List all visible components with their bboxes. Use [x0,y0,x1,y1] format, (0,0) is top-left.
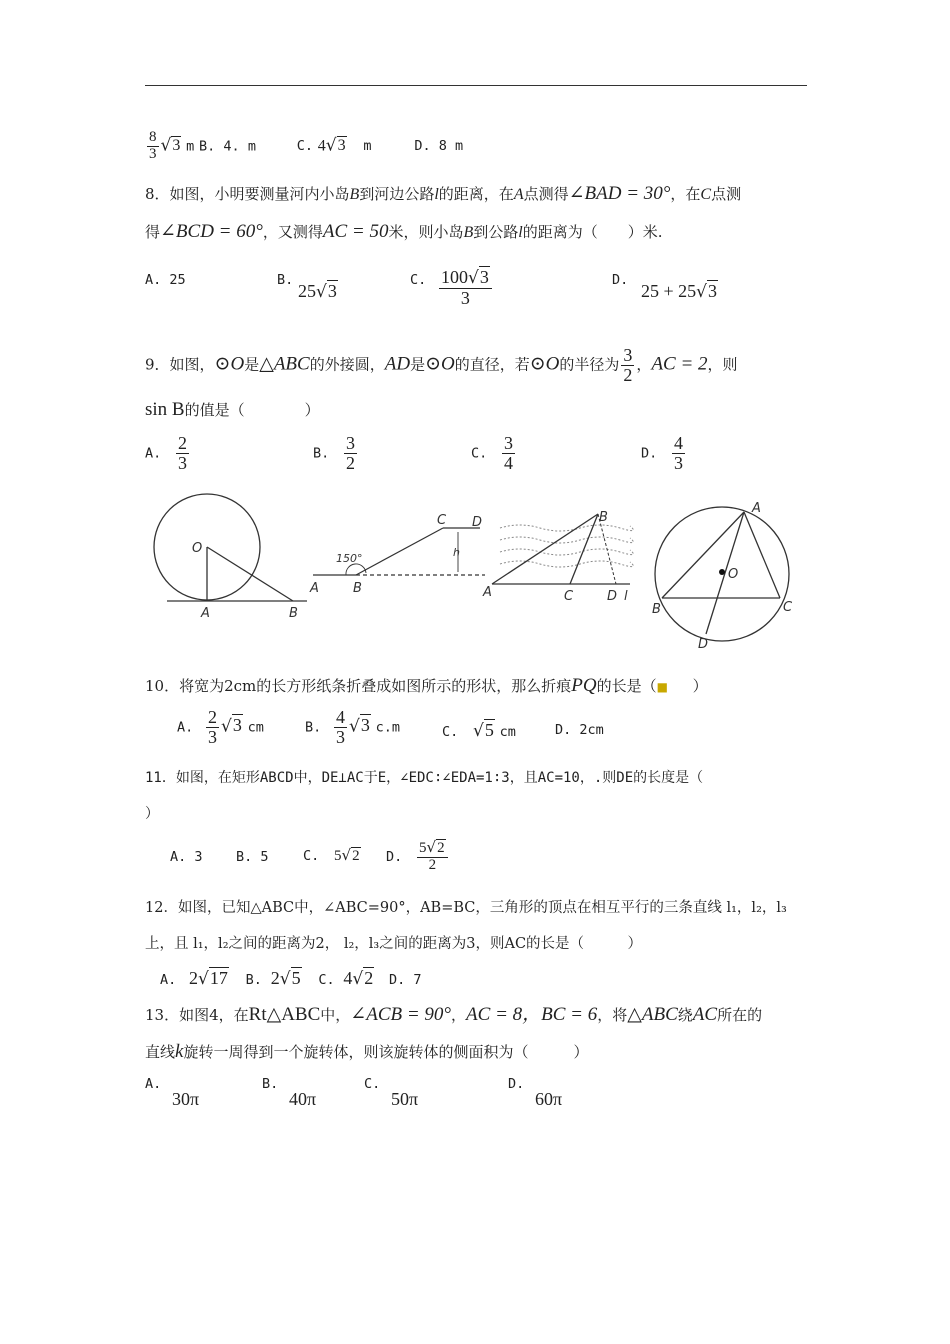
q13-option-c-label: C. [364,1076,381,1092]
figure4-label-b: B [652,602,661,617]
q13-option-a-label: A. [145,1076,162,1092]
figures-row [140,490,820,660]
q9-line1: 9．如图，⊙O是△ABC的外接圆，AD是⊙O的直径，若⊙O的半径为 $\frac{3}{2}$ ，AC = 2，则 [145,345,738,385]
q13-option-a-value: 30π [172,1089,200,1109]
q8-line2: 得∠BCD = 60°，又测得AC = 50米，则小岛B到公路l的距离为（ ）米. [145,221,663,242]
q9-line2: sin B的值是（ ） [145,399,320,420]
figure3-label-b: B [599,510,608,525]
q8-option-d-value: 25 + 25√3 [641,281,717,302]
q11-option-b: B. 5 [236,849,269,865]
q8-option-d-label: D. [612,272,629,288]
figure3-label-c: C [564,589,574,604]
q13-line2: 直线k旋转一周得到一个旋转体，则该旋转体的侧面积为（ ） [145,1041,589,1062]
q13-line1: 13．如图4，在Rt△ABC中，∠ACB = 90°，AC = 8，BC = 6，将△ABC绕AC所在的 [145,1004,763,1025]
q8-option-a: A. 25 [145,272,186,288]
q7-opt-b: B. 4. m [199,138,256,155]
q10-option-d: D. 2cm [555,722,604,738]
figure2-label-a: A [310,581,319,596]
figure2-label-h: h [453,546,460,559]
q11-option-c: C. 5√2 [303,846,360,864]
q13-option-d-label: D. [508,1076,525,1092]
q10-option-a: A. $\frac{2}{3}$ √3 cm [177,707,264,747]
q8-option-c-value: $\frac{100√3}{3}$ [437,268,494,308]
header-rule [145,85,807,86]
figure2-label-d: D [472,515,483,530]
q10-line: 10．将宽为2cm的长方形纸条折叠成如图所示的形状，那么折痕PQ的长是（■ ） [145,675,708,696]
figure4-label-c: C [783,600,793,615]
figure1-label-b: B [289,606,298,621]
q8-line1: 8．如图，小明要测量河内小岛B到河边公路l的距离，在A点测得∠BAD = 30°，在C点测 [145,183,742,204]
q8-option-c-label: C. [410,272,427,288]
figure2-label-b: B [353,581,362,596]
q9-option-a: A. $\frac{2}{3}$ [145,433,188,473]
q13-option-b-value: 40π [289,1089,317,1109]
q7-opt-a-fraction: $\frac{8}{3}$ [149,129,157,162]
q12-line2: 上，且 l₁，l₂之间的距离为2， l₂，l₃之间的距离为3，则AC的长是（ ） [145,936,643,952]
figure2-label-c: C [437,513,447,528]
q13-option-d-value: 60π [535,1089,563,1109]
figure-river [492,514,633,584]
q11-option-d: D. $\frac{5√2}{2}$ [386,840,450,874]
figure1-label-o: O [192,541,203,556]
q10-option-b: B. $\frac{4}{3}$ √3 c.m [305,707,401,747]
q9-option-c: C. $\frac{3}{4}$ [471,433,514,473]
figure3-label-l: l [624,589,628,604]
q12-options: A. 2√17 B. 2√5 C. 4√2 D. 7 [160,968,422,989]
figure4-label-o: O [728,567,739,582]
figure4-label-d: D [698,637,709,652]
figure3-label-a: A [483,585,492,600]
q8-option-b-value: 25√3 [298,281,337,302]
figure-circle-tangent [154,494,307,601]
q11-line2: ） [145,806,159,822]
figure3-label-d: D [607,589,618,604]
figure1-label-a: A [201,606,210,621]
q7-opt-d: D. 8 m [414,138,464,155]
q9-option-b: B. $\frac{3}{2}$ [313,433,356,473]
q11-line1: 11．如图，在矩形ABCD中，DE⊥AC于E，∠EDC∶∠EDA=1∶3，且AC=10，.则DE的长度是（ [145,770,704,786]
q11-option-a: A. 3 [170,849,203,865]
q13-option-b-label: B. [262,1076,279,1092]
figure1-secant [207,547,293,601]
q13-option-c-value: 50π [391,1089,419,1109]
q8-option-b-label: B. [277,272,294,288]
q7-options: $\frac{8}{3}$ √3 m B. 4. m C. 4√3 m D. 8 m [149,129,464,162]
q12-line1: 12．如图，已知△ABC中，∠ABC=90°，AB=BC，三角形的顶点在相互平行的三条直线 l₁，l₂，l₃ [145,900,787,916]
figure4-center-dot [719,569,725,575]
figure4-label-a: A [752,501,761,516]
q9-option-d: D. $\frac{4}{3}$ [641,433,684,473]
q10-option-c: C. √5 cm [442,720,516,741]
figure2-angle: 150° [336,552,363,565]
